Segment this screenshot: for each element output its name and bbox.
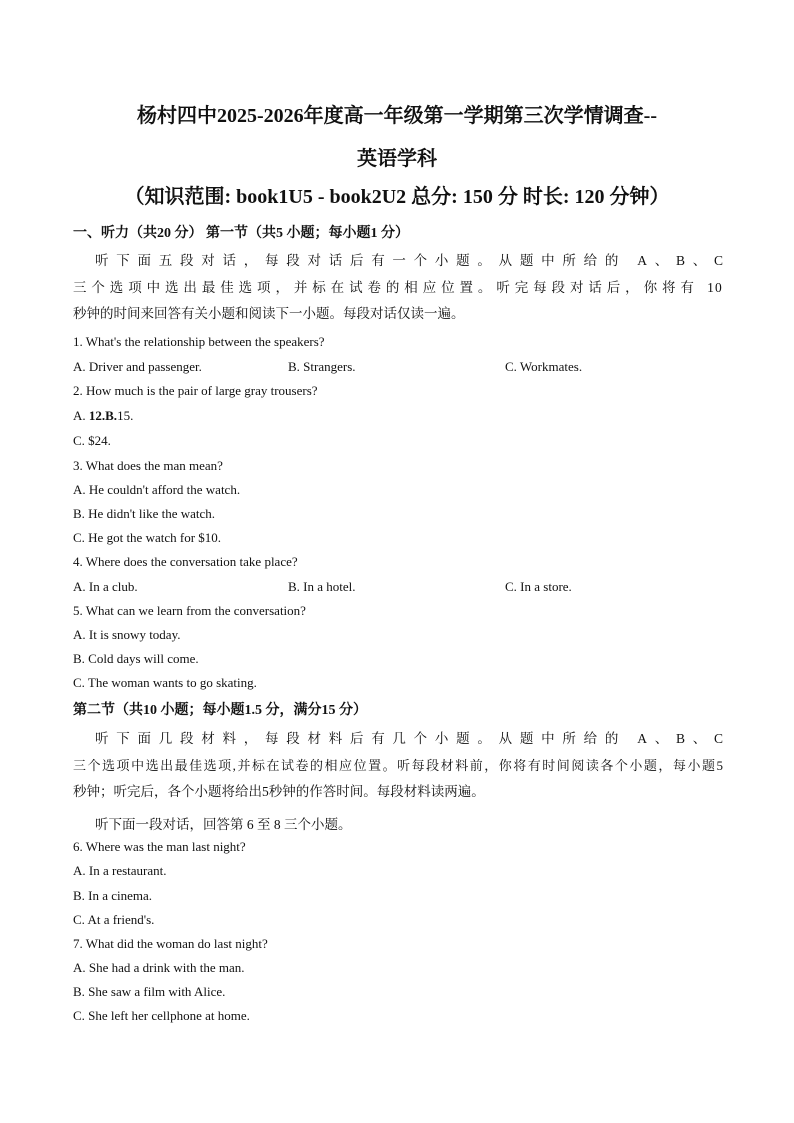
q5-option-b: B. Cold days will come. xyxy=(73,651,199,666)
instruction-line: 三个选项中选出最佳选项，并标在试卷的相应位置。听完每段对话后，你将有 10 xyxy=(73,279,723,295)
q7-option-b: B. She saw a film with Alice. xyxy=(73,984,226,999)
q6-option-a: A. In a restaurant. xyxy=(73,863,167,878)
exam-title: 杨村四中2025-2026年度高一年级第一学期第三次学情调查-- xyxy=(137,105,657,127)
question-5: 5. What can we learn from the conversation? xyxy=(73,603,306,618)
instruction-line: 听下面几段材料，每段材料后有几个小题。从题中所给的 A、B、C xyxy=(95,731,723,746)
question-2: 2. How much is the pair of large gray trousers? xyxy=(73,383,318,398)
q1-option-a: A. Driver and passenger. xyxy=(73,359,202,374)
part2-sub-instruction: 听下面一段对话，回答第 6 至 8 三个小题。 xyxy=(95,817,352,832)
part1-instructions xyxy=(73,248,723,328)
exam-scope: （知识范围: book1U5 - book2U2 总分: 150 分 时长: 120 分钟） xyxy=(124,186,670,208)
q3-option-a: A. He couldn't afford the watch. xyxy=(73,482,241,497)
q2-option-c: C. $24. xyxy=(73,433,111,448)
q4-option-c: C. In a store. xyxy=(505,579,572,594)
question-6: 6. Where was the man last night? xyxy=(73,839,246,854)
instruction-line: 三个选项中选出最佳选项,并标在试卷的相应位置。听每段材料前，你将有时间阅读各个小题，每小题5 xyxy=(73,757,723,773)
q6-option-c: C. At a friend's. xyxy=(73,912,155,927)
question-7: 7. What did the woman do last night? xyxy=(73,936,268,951)
q3-option-c: C. He got the watch for $10. xyxy=(73,530,222,545)
exam-subject: 英语学科 xyxy=(357,148,437,170)
q5-option-a: A. It is snowy today. xyxy=(73,627,181,642)
q7-option-c: C. She left her cellphone at home. xyxy=(73,1008,250,1023)
instruction-line: 秒钟的时间来回答有关小题和阅读下一小题。每段对话仅读一遍。 xyxy=(73,306,465,321)
q2-option-a-bold: 12.B. xyxy=(88,408,118,423)
q2-option-a-prefix: A. xyxy=(73,408,86,423)
q3-option-b: B. He didn't like the watch. xyxy=(73,506,216,521)
part1-heading: 一、听力（共20 分） 第一节（共5 小题；每小题1 分） xyxy=(73,226,409,241)
q4-option-b: B. In a hotel. xyxy=(288,579,356,594)
q7-option-a: A. She had a drink with the man. xyxy=(73,960,245,975)
part2-heading: 第二节（共10 小题；每小题1.5 分，满分15 分） xyxy=(73,703,367,718)
question-3: 3. What does the man mean? xyxy=(73,458,223,473)
q4-option-a: A. In a club. xyxy=(73,579,138,594)
q2-option-a xyxy=(73,408,133,424)
q5-option-c: C. The woman wants to go skating. xyxy=(73,675,257,690)
q6-option-b: B. In a cinema. xyxy=(73,888,153,903)
instruction-line: 秒钟；听完后，各个小题将给出5秒钟的作答时间。每段材料读两遍。 xyxy=(73,784,485,799)
part2-instructions xyxy=(73,726,723,806)
question-4: 4. Where does the conversation take place? xyxy=(73,554,298,569)
question-1: 1. What's the relationship between the speakers? xyxy=(73,334,325,349)
q1-option-b: B. Strangers. xyxy=(288,359,356,374)
q2-option-a-rest: 15. xyxy=(117,408,134,423)
q1-option-c: C. Workmates. xyxy=(505,359,583,374)
instruction-line: 听下面五段对话，每段对话后有一个小题。从题中所给的 A、B、C xyxy=(95,253,723,268)
